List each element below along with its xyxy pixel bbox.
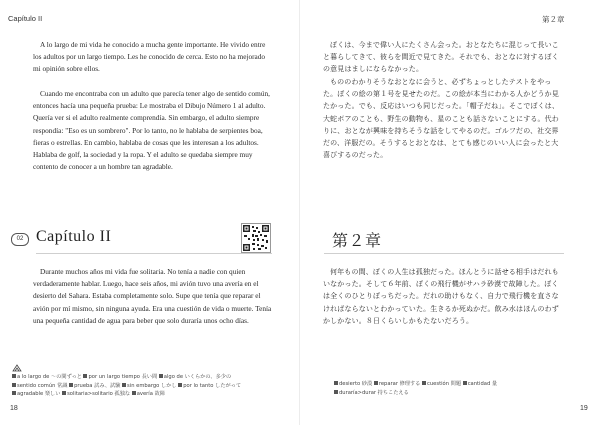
- running-head-right: 第２章: [542, 15, 565, 24]
- vocab-item: algo de いくらかの、多少の: [159, 374, 231, 380]
- vocab-item: a lo largo de 〜の間ずっと: [12, 374, 82, 380]
- vocab-item: cuestión 問題: [422, 381, 461, 387]
- vocab-item: desierto 砂漠: [334, 381, 372, 387]
- vocab-item: agradable 楽しい: [12, 391, 60, 397]
- chapter-title-right: 第２章: [332, 231, 382, 250]
- running-head-left: Capítulo II: [8, 14, 43, 23]
- vocab-item: duraría>durar 持ちこたえる: [334, 390, 409, 396]
- chapter-rule-right: [324, 253, 564, 254]
- chapter-paragraph-right: 何年もの間、ぼくの人生は孤独だった。ほんとうに話せる相手はだれもいなかった。そして６年前、ぼくの飛行機がサハラ砂漠で故障した。ぼくは全くのひとりぼっちだった。だれの助けもなく、自力で飛行機を直さなければならないとわかっていた。生きるか死ぬかだ。飲み水はほんのわずかしかない。８日くらいしかもたないだろう。: [323, 268, 559, 325]
- chapter-title-left: Capítulo II: [36, 228, 112, 245]
- right-paragraph-2: もののわかりそうなおとなに会うと、必ずちょっとしたテストをやった。ぼくの絵の第１号を見せたのだ。この絵が本当にわかる人かどうか見たかった。でも、反応はいつも同じだった。「帽子だね」。そこでぼくは、大蛇ボアのことも、野生の動物も、星のことも話さないことにする。代わりに、おとなが興味を持ちそうな話をしてやるのだ。ゴルフだの、社交界だの、洋服だの。そうするとおとなは、とても感じのいい人に会ったと大喜びするのだった。: [323, 78, 560, 160]
- right-paragraph-1: ぼくは、今まで偉い人にたくさん会った。おとなたちに混じって長いこと暮らしてきて、彼らを間近で見てきた。それでも、おとなに対するぼくの意見はましにならなかった。: [323, 41, 559, 74]
- page-number-right: 19: [580, 405, 588, 412]
- vocab-item: avería 故障: [132, 391, 165, 397]
- vocab-item: reparar 修理する: [374, 381, 421, 387]
- vocab-item: prueba 試み、試験: [69, 383, 120, 389]
- chapter-rule-left: [36, 253, 272, 254]
- vocabulary-list-left: [12, 373, 280, 399]
- qr-code-icon: [241, 223, 271, 253]
- right-page: [300, 0, 600, 425]
- vocab-item: sin embargo しかし: [122, 383, 177, 389]
- vocabulary-icon: [12, 364, 22, 372]
- left-paragraph-1: A lo largo de mi vida he conocido a mucha gente importante. He vivido entre los adultos por un largo tiempo. Les he conocido de cerca. Esto no ha mejorado mi opinión sobre ellos.: [33, 40, 266, 74]
- vocabulary-list-right: [334, 380, 564, 397]
- left-paragraph-2: Cuando me encontraba con un adulto que parecía tener algo de sentido común, entonces hacía una pequeña prueba: Le mostraba el Dibujo Número 1 al adulto. Quería ver si el adulto realmente comprendía. Sin embargo, el adulto siempre respondía: "Eso es un sombrero". Por lo tanto, no le hablaba de serpientes boa, fieras o estrellas. En cambio, hablaba de cosas que les interesan a los adultos. Hablaba de golf, la sociedad y la ropa. Y el adulto se quedaba siempre muy contento de conocer a un hombre tan agradable.: [33, 89, 270, 172]
- vocab-item: por un largo tiempo 長い間: [83, 374, 157, 380]
- chapter-paragraph-left: Durante muchos años mi vida fue solitaria. No tenía a nadie con quien verdaderamente hablar. Luego, hace seis años, mi avión tuvo una avería en el desierto del Sahara. Estaba completamente solo. Supe que tenía que reparar el avión por mí mismo, sin ninguna ayuda. Era una cuestión de vida o muerte. Tenía una pequeña cantidad de agua para beber que solo duraría unos ocho días.: [33, 267, 272, 325]
- vocab-item: sentido común 常識: [12, 383, 67, 389]
- chapter-number-badge: 02: [11, 233, 29, 246]
- vocab-item: por lo tanto したがって: [178, 383, 241, 389]
- page-number-left: 18: [10, 405, 18, 412]
- vocab-item: cantidad 量: [463, 381, 497, 387]
- vocab-item: solitaria>solitario 孤独な: [62, 391, 130, 397]
